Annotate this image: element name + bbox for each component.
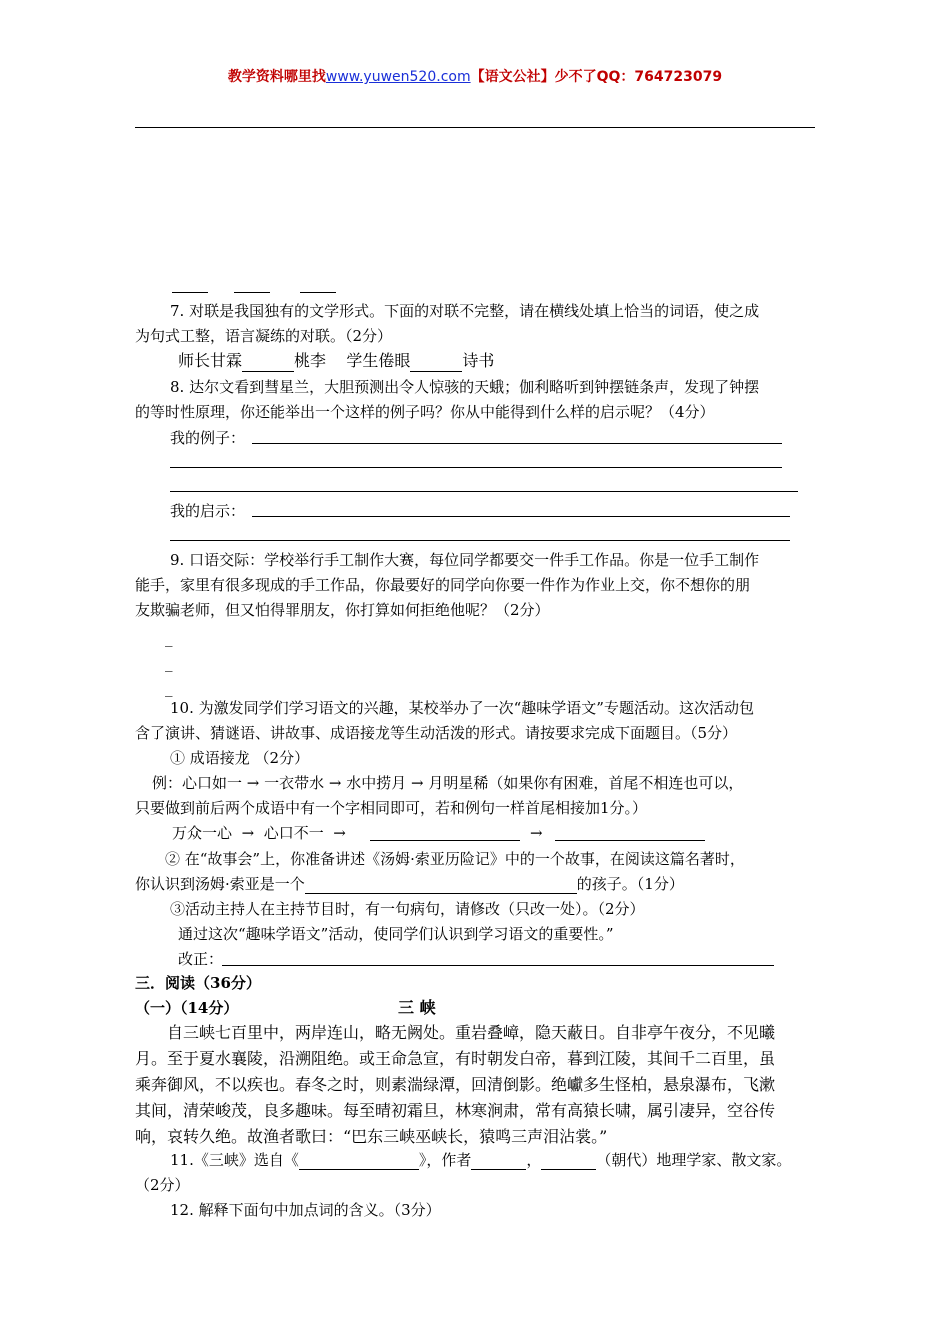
couplet-part-a: 师长甘霖 [178,351,243,370]
q7-couplet [178,350,494,372]
couplet-blank-1[interactable] [242,356,294,372]
arrow-icon: → [530,824,543,842]
answer-line[interactable] [222,965,774,966]
header-prefix: 教学资料哪里找 [227,69,326,85]
passage-line: 乘奔御风，不以疾也。春冬之时，则素湍绿潭，回清倒影。绝巘多生怪柏，悬泉瀑布，飞漱 [135,1075,776,1094]
q10-sub2-line2 [135,874,684,894]
sub2-text-b: 的孩子。（1分） [576,875,684,893]
q10-sub1-title: ① 成语接龙 （2分） [170,749,310,767]
q10-sub3-title: ③活动主持人在主持节目时，有一句病句，请修改（只改一处）。（2分） [170,900,645,918]
q9-line1: 9. 口语交际：学校举行手工制作大赛，每位同学都要交一件手工作品。你是一位手工制作 [170,551,760,569]
q8-line2: 的等时性原理，你还能举出一个这样的例子吗？你从中能得到什么样的启示呢？（4分） [135,403,715,421]
q10-sub3-sentence: 通过这次“趣味学语文”活动，使同学们认识到学习语文的重要性。” [178,925,614,943]
passage-line: 月。至于夏水襄陵，沿溯阻绝。或王命急宣，有时朝发白帝，暮到江陵，其间千二百里，虽 [135,1049,776,1068]
blank-line [234,292,270,293]
chain-idiom-1: 万众一心 [172,824,233,842]
q8-insight-label: 我的启示： [170,502,246,520]
section3-title: 三．阅读（36分） [135,974,261,992]
q7-line2: 为句式工整，语言凝练的对联。（2分） [135,327,393,345]
arrow-icon: → [241,824,255,842]
header-suffix: 【语文公社】少不了QQ：764723079 [470,69,723,85]
q9-answer-dash[interactable]: _ [165,629,173,647]
chain-blank-2[interactable] [555,840,705,841]
passage-line: 响，哀转久绝。故渔者歌曰：“巴东三峡巫峡长，猿鸣三声泪沾裳。” [135,1127,608,1146]
q11-blank-author[interactable] [471,1154,526,1170]
q8-example-label: 我的例子： [170,429,246,447]
q9-line2: 能手，家里有很多现成的手工作品，你最要好的同学向你要一件作为作业上交，你不想你的朋 [135,576,751,594]
sub2-blank[interactable] [305,878,577,894]
q9-line3: 友欺骗老师，但又怕得罪朋友，你打算如何拒绝他呢？（2分） [135,601,550,619]
q11-text-a: 11.《三峡》选自《 [170,1151,299,1169]
couplet-part-b: 桃李 [294,351,327,370]
blank-line [300,292,336,293]
passage-line: 自三峡七百里中，两岸连山，略无阙处。重岩叠嶂，隐天蔽日。自非亭午夜分，不见曦 [167,1023,776,1042]
q10-example-line2: 只要做到前后两个成语中有一个字相同即可，若和例句一样首尾相接加1分。） [135,799,648,817]
q8-line1: 8. 达尔文看到彗星兰，大胆预测出令人惊骇的天蛾；伽利略听到钟摆链条声，发现了钟摆 [170,378,760,396]
couplet-part-c: 学生倦眼 [346,351,411,370]
blank-line [172,292,208,293]
header-divider [135,127,815,128]
header-url-link[interactable]: www.yuwen520.com [325,69,471,85]
q11-score: （2分） [135,1176,190,1194]
couplet-part-d: 诗书 [462,351,495,370]
passage-body [135,1020,815,1150]
q11-text-d: （朝代）地理学家、散文家。 [596,1151,792,1169]
q9-answer-dash[interactable]: _ [165,679,173,697]
q11-text-c: ， [526,1151,542,1169]
answer-line[interactable] [170,540,790,541]
q7-line1: 7. 对联是我国独有的文学形式。下面的对联不完整，请在横线处填上恰当的词语，使之成 [170,302,760,320]
passage-title: 三 峡 [398,998,436,1017]
q10-chain [172,823,346,843]
section3-part1: （一）（14分） [135,999,239,1017]
page-header [0,66,950,86]
q10-sub2-line1: ② 在“故事会”上，你准备讲述《汤姆·索亚历险记》中的一个故事，在阅读这篇名著时， [165,850,745,868]
q11-blank-book[interactable] [299,1154,419,1170]
answer-line[interactable] [170,467,782,468]
q12-line: 12. 解释下面句中加点词的含义。（3分） [170,1201,441,1219]
answer-line[interactable] [252,443,782,444]
q11-text-b: 》，作者 [418,1151,472,1169]
q10-line2: 含了演讲、猜谜语、讲故事、成语接龙等生动活泼的形式。请按要求完成下面题目。（5分） [135,724,738,742]
q11-line [170,1150,791,1170]
chain-blank-1[interactable] [370,840,520,841]
q10-sub3-fix-label: 改正： [178,950,224,968]
couplet-blank-2[interactable] [410,356,462,372]
arrow-icon: → [333,824,346,842]
q10-line1: 10. 为激发同学们学习语文的兴趣，某校举办了一次“趣味学语文”专题活动。这次活动包 [170,699,754,717]
answer-line[interactable] [170,491,798,492]
answer-line[interactable] [252,516,790,517]
q11-blank-dynasty[interactable] [541,1154,596,1170]
passage-line: 其间，清荣峻茂，良多趣味。每至晴初霜旦，林寒涧肃，常有高猿长啸，属引凄异，空谷传 [135,1101,776,1120]
q10-example-line1: 例：心口如一 → 一衣带水 → 水中捞月 → 月明星稀（如果你有困难，首尾不相连也可以， [152,774,744,792]
chain-idiom-2: 心口不一 [263,824,324,842]
sub2-text-a: 你认识到汤姆·索亚是一个 [135,875,305,893]
q9-answer-dash[interactable]: _ [165,654,173,672]
